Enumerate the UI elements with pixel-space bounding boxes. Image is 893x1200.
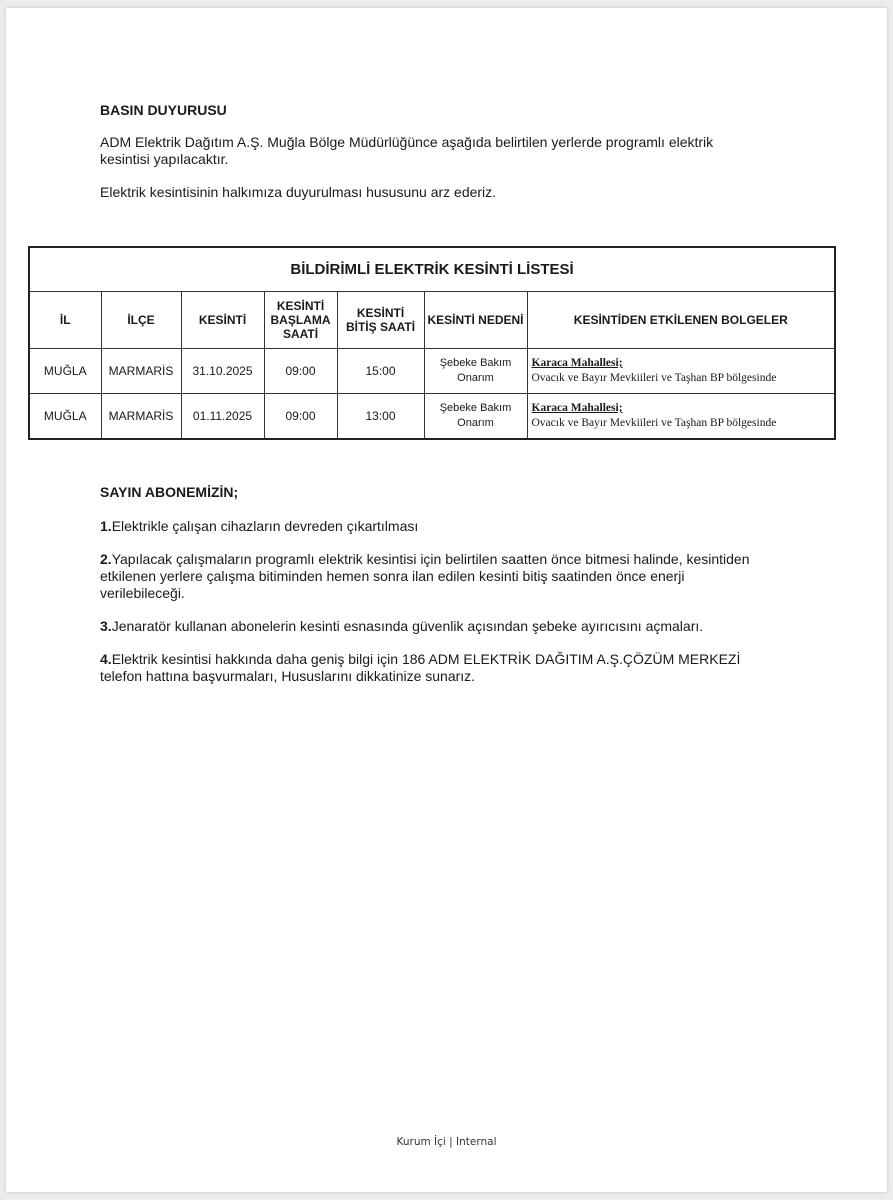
cell-tarih: 01.11.2025 <box>181 394 264 440</box>
cell-neden: Şebeke Bakım Onarım <box>424 349 527 394</box>
header-kesinti: KESİNTİ <box>181 292 264 349</box>
notice-item-number: 1. <box>100 518 112 534</box>
press-release-heading: BASIN DUYURUSU <box>100 102 227 118</box>
table-title-row <box>29 247 835 292</box>
notice-item-text: Elektrikle çalışan cihazların devreden çıkartılması <box>111 518 419 534</box>
cell-baslama: 09:00 <box>264 349 337 394</box>
bolge-detail: Ovacık ve Bayır Mevkiileri ve Taşhan BP bölgesinde <box>531 417 777 429</box>
notice-item-number: 4. <box>100 651 112 667</box>
cell-bolge <box>527 349 835 394</box>
cell-il: MUĞLA <box>29 349 101 394</box>
request-paragraph: Elektrik kesintisinin halkımıza duyurulması hususunu arz ederiz. <box>100 184 497 200</box>
cell-bitis: 13:00 <box>337 394 424 440</box>
mahalle-name: Karaca Mahallesi; <box>531 357 623 369</box>
header-baslama-saati: KESİNTİ BAŞLAMA SAATİ <box>264 292 337 349</box>
notice-item <box>100 651 760 685</box>
document-header-section <box>100 102 760 217</box>
classification-footer: Kurum İçi | Internal <box>396 1136 497 1148</box>
cell-tarih: 31.10.2025 <box>181 349 264 394</box>
cell-neden: Şebeke Bakım Onarım <box>424 394 527 440</box>
table-row <box>29 349 835 394</box>
header-ilce: İLÇE <box>101 292 181 349</box>
notice-item <box>100 518 760 535</box>
intro-paragraph: ADM Elektrik Dağıtım A.Ş. Muğla Bölge Müdürlüğünce aşağıda belirtilen yerlerde programlı elektrik kesintisi yapılacaktır. <box>100 134 714 167</box>
table-header-row <box>29 292 835 349</box>
notice-heading: SAYIN ABONEMİZİN; <box>100 484 239 500</box>
notice-item-text: Elektrik kesintisi hakkında daha geniş bilgi için 186 ADM ELEKTRİK DAĞITIM A.Ş.ÇÖZÜM MERKEZİ telefon hattına başvurmaları, Hususlarını dikkatinize sunarız. <box>100 651 741 684</box>
cell-bolge <box>527 394 835 440</box>
cell-il: MUĞLA <box>29 394 101 440</box>
notice-section <box>100 484 760 701</box>
table-row <box>29 394 835 440</box>
bolge-detail: Ovacık ve Bayır Mevkiileri ve Taşhan BP bölgesinde <box>531 372 777 384</box>
document-page <box>6 8 887 1192</box>
header-il: İL <box>29 292 101 349</box>
notice-item-text: Jenaratör kullanan abonelerin kesinti esnasında güvenlik açısından şebeke ayırıcısını açmaları. <box>111 618 704 634</box>
cell-baslama: 09:00 <box>264 394 337 440</box>
cell-ilce: MARMARİS <box>101 394 181 440</box>
header-kesinti-nedeni: KESİNTİ NEDENİ <box>424 292 527 349</box>
notice-item-text: Yapılacak çalışmaların programlı elektrik kesintisi için belirtilen saatten önce bitmesi halinde, kesintiden etkilenen yerlere çalışma bitiminden hemen sonra ilan edilen kesinti bitiş saatinden önce enerji verilebileceği. <box>100 551 750 601</box>
header-etkilenen-bolgeler: KESİNTİDEN ETKİLENEN BOLGELER <box>527 292 835 349</box>
outage-table <box>28 246 836 440</box>
notice-item <box>100 618 760 635</box>
header-bitis-saati: KESİNTİ BİTİŞ SAATİ <box>337 292 424 349</box>
notice-item <box>100 551 760 602</box>
notice-item-number: 2. <box>100 551 112 567</box>
mahalle-name: Karaca Mahallesi; <box>531 402 623 414</box>
cell-bitis: 15:00 <box>337 349 424 394</box>
notice-item-number: 3. <box>100 618 112 634</box>
cell-ilce: MARMARİS <box>101 349 181 394</box>
table-title: BİLDİRİMLİ ELEKTRİK KESİNTİ LİSTESİ <box>29 247 835 292</box>
outage-table-container <box>28 246 834 440</box>
